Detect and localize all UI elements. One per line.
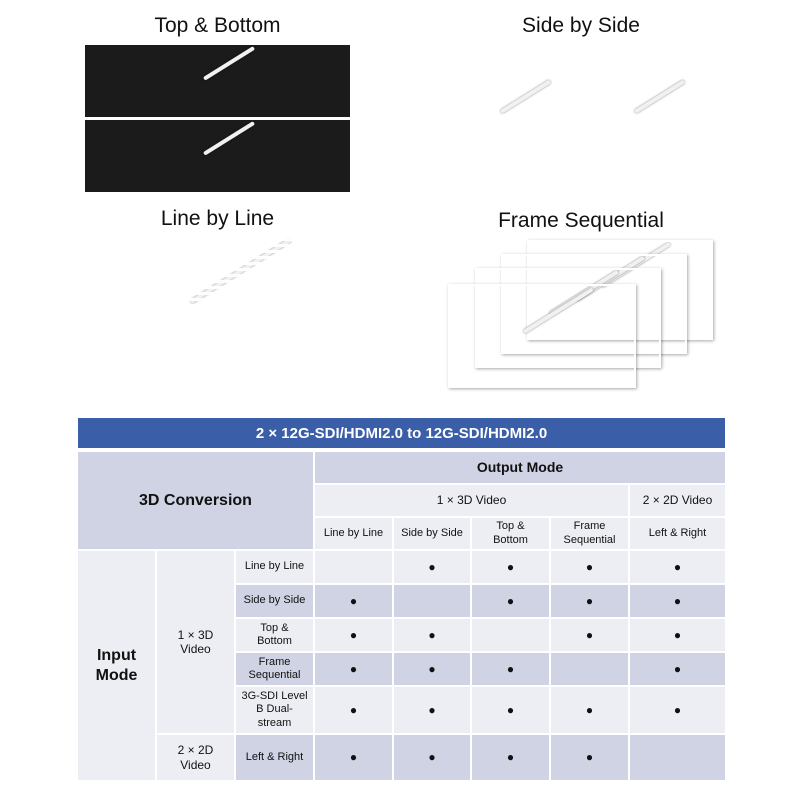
corner-label: 3D Conversion	[78, 452, 313, 549]
col-header-line-by-line: Line by Line	[315, 518, 392, 549]
line-by-line-image	[85, 235, 350, 382]
empty-cell	[551, 653, 628, 685]
row-label-frame-sequential	[236, 653, 313, 685]
supported-dot-cell	[394, 619, 470, 651]
supported-dot-cell	[472, 653, 549, 685]
supported-dot-cell	[630, 653, 725, 685]
col-header-left-right: Left & Right	[630, 518, 725, 549]
supported-dot-cell	[394, 551, 470, 583]
col-header-side-by-side: Side by Side	[394, 518, 470, 549]
row-label-3g-sdi-text: 3G-SDI Level B Dual-stream	[241, 690, 308, 729]
output-mode-label: Output Mode	[315, 452, 725, 483]
side-by-side-title: Side by Side	[522, 14, 640, 37]
supported-dot-cell	[315, 653, 392, 685]
supported-dot-cell	[315, 687, 392, 733]
input-group-2d-text: 2 × 2D Video	[177, 743, 214, 772]
supported-dot-cell	[551, 619, 628, 651]
table-banner: 2 × 12G-SDI/HDMI2.0 to 12G-SDI/HDMI2.0	[78, 418, 725, 448]
empty-cell	[315, 551, 392, 583]
supported-dot-cell	[551, 551, 628, 583]
col-header-top-bottom-text: Top & Bottom	[493, 520, 528, 546]
supported-dot-cell	[630, 619, 725, 651]
row-label-top-bottom-text: Top & Bottom	[257, 621, 292, 647]
supported-dot-cell	[551, 585, 628, 617]
col-header-frame-sequential	[551, 518, 628, 549]
empty-cell	[394, 585, 470, 617]
input-group-2d	[157, 735, 234, 780]
supported-dot-cell	[472, 687, 549, 733]
output-group-3d: 1 × 3D Video	[315, 485, 628, 516]
supported-dot-cell	[551, 687, 628, 733]
supported-dot-cell	[394, 653, 470, 685]
top-bottom-image	[85, 45, 350, 192]
input-mode-label	[78, 551, 155, 780]
empty-cell	[630, 735, 725, 780]
supported-dot-cell	[315, 735, 392, 780]
output-group-2d: 2 × 2D Video	[630, 485, 725, 516]
row-label-top-bottom	[236, 619, 313, 651]
supported-dot-cell	[472, 735, 549, 780]
row-label-left-right: Left & Right	[236, 735, 313, 780]
frame-sequential-title: Frame Sequential	[498, 209, 664, 232]
col-header-top-bottom	[472, 518, 549, 549]
supported-dot-cell	[472, 551, 549, 583]
supported-dot-cell	[394, 735, 470, 780]
supported-dot-cell	[630, 551, 725, 583]
row-label-line-by-line: Line by Line	[236, 551, 313, 583]
input-group-3d-text: 1 × 3D Video	[177, 627, 214, 656]
supported-dot-cell	[630, 585, 725, 617]
supported-dot-cell	[551, 735, 628, 780]
input-mode-text: Input Mode	[95, 647, 138, 684]
row-label-3g-sdi	[236, 687, 313, 733]
supported-dot-cell	[472, 585, 549, 617]
row-label-frame-sequential-text: Frame Sequential	[248, 655, 301, 681]
side-by-side-image	[448, 45, 714, 192]
supported-dot-cell	[315, 619, 392, 651]
input-group-3d	[157, 551, 234, 733]
empty-cell	[472, 619, 549, 651]
col-header-frame-sequential-text: Frame Sequential	[563, 520, 616, 546]
line-by-line-title: Line by Line	[160, 207, 275, 230]
row-label-side-by-side: Side by Side	[236, 585, 313, 617]
top-bottom-title: Top & Bottom	[154, 14, 281, 37]
supported-dot-cell	[315, 585, 392, 617]
supported-dot-cell	[394, 687, 470, 733]
supported-dot-cell	[630, 687, 725, 733]
